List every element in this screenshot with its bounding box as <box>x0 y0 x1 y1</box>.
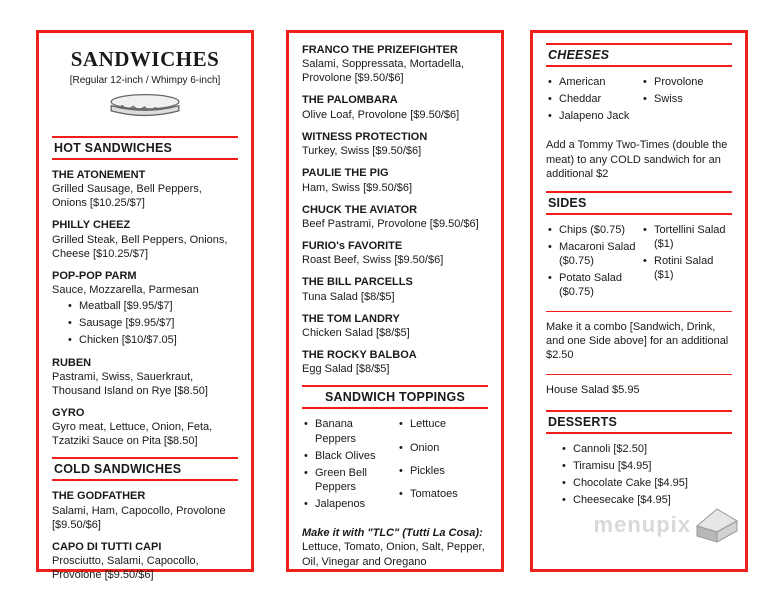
panel-cold-sandwiches-toppings <box>286 30 504 572</box>
item-desc: Gyro meat, Lettuce, Onion, Feta, Tzatziki Sauce on Pita [$8.50] <box>52 421 213 448</box>
cheese: • Provolone <box>641 75 732 89</box>
item-desc: Ham, Swiss [$9.50/$6] <box>302 181 413 194</box>
section-header-hot-sandwiches <box>52 136 238 160</box>
item-desc: Grilled Steak, Bell Peppers, Onions, Cheese [$10.25/$7] <box>52 233 228 260</box>
section-header-cheeses <box>546 43 732 67</box>
pie-slice-icon <box>693 505 739 545</box>
cheese: • Swiss <box>641 92 732 106</box>
menu-item <box>302 312 488 340</box>
item-desc: Olive Loaf, Provolone [$9.50/$6] <box>302 108 460 121</box>
side: • Chips ($0.75) <box>546 223 637 237</box>
tlc-note <box>302 526 488 569</box>
menu-item <box>52 489 238 531</box>
menu-item <box>302 348 488 376</box>
section-label: HOT SANDWICHES <box>54 141 173 155</box>
menu-item <box>302 166 488 194</box>
item-desc: Chicken Salad [$8/$5] <box>302 327 410 339</box>
item-desc: Grilled Sausage, Bell Peppers, Onions [$10.25/$7] <box>52 183 202 210</box>
menu-item <box>52 540 238 582</box>
item-desc: Beef Pastrami, Provolone [$9.50/$6] <box>302 217 479 230</box>
item-name: THE BILL PARCELLS <box>302 276 413 289</box>
item-name: FURIO's FAVORITE <box>302 239 403 252</box>
combo-note: Make it a combo [Sandwich, Drink, and one Side above] for an additional $2.50 <box>546 320 729 362</box>
item-name: THE GODFATHER <box>52 490 146 503</box>
section-header-cold-sandwiches <box>52 457 238 481</box>
topping: • Jalapenos <box>302 497 393 511</box>
item-desc: Salami, Ham, Capocollo, Provolone [$9.50/$6] <box>52 504 226 531</box>
variant: • Meatball [$9.95/$7] <box>66 299 238 313</box>
menu-item <box>302 203 488 231</box>
section-header-sides <box>546 191 732 215</box>
side: • Tortellini Salad ($1) <box>641 223 732 251</box>
dessert: • Cannoli [$2.50] <box>560 442 732 456</box>
section-label: SANDWICH TOPPINGS <box>325 390 465 405</box>
section-label: SIDES <box>548 196 587 211</box>
sides-left-list <box>546 223 637 302</box>
side: • Rotini Salad ($1) <box>641 254 732 282</box>
item-name: THE ROCKY BALBOA <box>302 349 417 362</box>
item-name: PHILLY CHEEZ <box>52 219 131 232</box>
menu-item <box>302 93 488 121</box>
dessert: • Cheesecake [$4.95] <box>560 493 732 507</box>
item-name: CAPO DI TUTTI CAPI <box>52 540 162 553</box>
topping: • Black Olives <box>302 449 393 463</box>
item-desc: Roast Beef, Swiss [$9.50/$6] <box>302 254 444 267</box>
double-meat-note: Add a Tommy Two-Times (double the meat) to any COLD sandwich for an additional $2 <box>546 139 728 180</box>
dessert: • Chocolate Cake [$4.95] <box>560 476 732 490</box>
item-name: THE PALOMBARA <box>302 94 398 107</box>
menu-item <box>52 269 238 348</box>
section-label: DESSERTS <box>548 414 617 429</box>
cheese: • Jalapeno Jack <box>546 109 637 123</box>
section-header-sandwich-toppings <box>302 385 488 409</box>
sandwich-icon <box>106 92 184 122</box>
menu-item <box>302 130 488 158</box>
sides-right-list <box>641 223 732 302</box>
menu-item <box>52 356 238 398</box>
topping: • Tomatoes <box>397 487 488 501</box>
menu-item <box>52 218 238 260</box>
topping: • Onion <box>397 441 488 455</box>
cheeses-right-list <box>641 75 732 126</box>
item-name: WITNESS PROTECTION <box>302 130 428 143</box>
divider <box>546 311 732 312</box>
sides-columns <box>546 223 732 302</box>
section-label: COLD SANDWICHES <box>54 462 182 477</box>
watermark <box>594 505 739 545</box>
side: • Macaroni Salad ($0.75) <box>546 240 637 268</box>
menu-title: SANDWICHES <box>70 47 220 71</box>
side: • Potato Salad ($0.75) <box>546 271 637 299</box>
divider <box>546 374 732 375</box>
item-name: FRANCO THE PRIZEFIGHTER <box>302 44 458 56</box>
menu-item <box>302 43 488 85</box>
item-name: POP-POP PARM <box>52 269 137 282</box>
sandwich-illustration <box>52 92 238 127</box>
variant: • Sausage [$9.95/$7] <box>66 316 238 330</box>
topping: • Green Bell Peppers <box>302 466 393 494</box>
item-desc: Salami, Soppressata, Mortadella, Provolone [$9.50/$6] <box>302 58 465 85</box>
item-name: RUBEN <box>52 356 92 369</box>
topping: • Banana Peppers <box>302 417 393 445</box>
item-name: CHUCK THE AVIATOR <box>302 203 418 216</box>
desserts-list <box>560 442 732 507</box>
cheeses-left-list <box>546 75 637 126</box>
menu-item <box>302 275 488 303</box>
panel-cheeses-sides-desserts <box>530 30 748 572</box>
section-header-desserts <box>546 410 732 434</box>
menu-item <box>302 239 488 267</box>
variant: • Chicken [$10/$7.05] <box>66 333 238 347</box>
item-variants <box>66 299 238 347</box>
menu-item <box>52 406 238 448</box>
item-desc: Pastrami, Swiss, Sauerkraut, Thousand Island on Rye [$8.50] <box>52 370 208 397</box>
topping: • Lettuce <box>397 417 488 431</box>
item-desc: Turkey, Swiss [$9.50/$6] <box>302 145 422 158</box>
cheese: • American <box>546 75 637 89</box>
item-name: THE ATONEMENT <box>52 169 146 181</box>
panel-sandwiches <box>36 30 254 582</box>
item-desc: Tuna Salad [$8/$5] <box>302 290 395 303</box>
section-label: CHEESES <box>548 48 610 62</box>
watermark-text: menupix <box>593 512 691 537</box>
house-salad: House Salad $5.95 <box>546 384 640 397</box>
item-name: THE TOM LANDRY <box>302 312 400 325</box>
item-desc: Sauce, Mozzarella, Parmesan <box>52 284 199 297</box>
cheese: • Cheddar <box>546 92 637 106</box>
item-name: PAULIE THE PIG <box>302 167 389 180</box>
item-name: GYRO <box>52 406 85 419</box>
item-desc: Egg Salad [$8/$5] <box>302 363 390 376</box>
toppings-right-list <box>397 417 488 513</box>
topping: • Pickles <box>397 464 488 478</box>
cheeses-columns <box>546 75 732 126</box>
item-desc: Prosciutto, Salami, Capocollo, Provolone [$9.50/$6] <box>52 555 199 582</box>
dessert: • Tiramisu [$4.95] <box>560 459 732 473</box>
tlc-body: Lettuce, Tomato, Onion, Salt, Pepper, Oil, Vinegar and Oregano <box>302 541 485 568</box>
menu-item <box>52 168 238 210</box>
toppings-left-list <box>302 417 393 513</box>
menu-subtitle: [Regular 12-inch / Whimpy 6-inch] <box>69 75 221 86</box>
toppings-columns <box>302 417 488 513</box>
tlc-lead: Make it with "TLC" (Tutti La Cosa): <box>302 526 483 539</box>
